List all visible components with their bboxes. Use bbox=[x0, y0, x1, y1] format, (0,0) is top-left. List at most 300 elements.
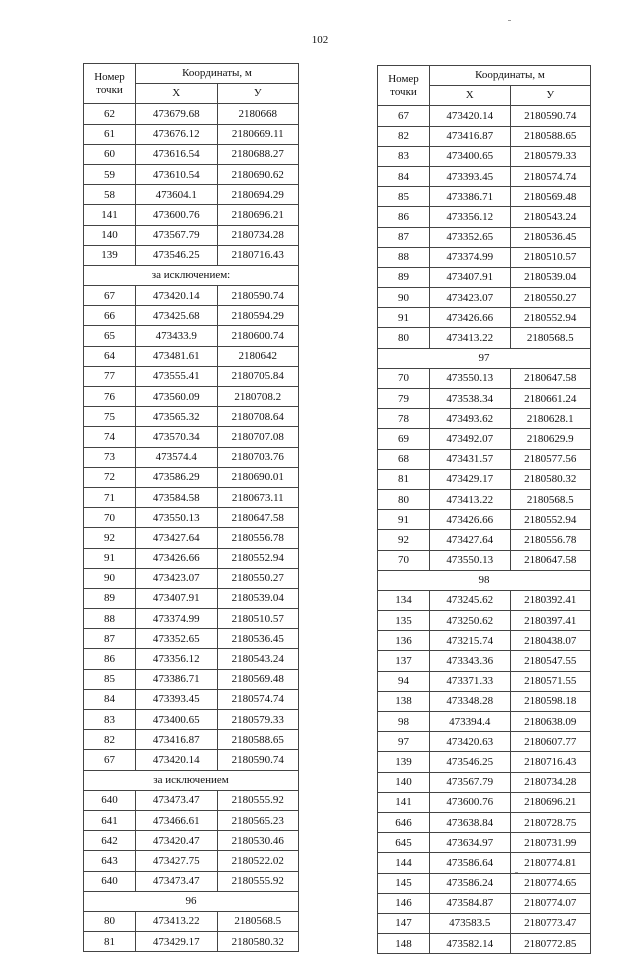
y-coordinate-cell: 2180728.75 bbox=[510, 812, 591, 832]
table-row bbox=[378, 247, 591, 267]
x-coordinate-cell: 473356.12 bbox=[136, 649, 218, 669]
y-coordinate-cell: 2180734.28 bbox=[217, 225, 299, 245]
table-row bbox=[84, 366, 299, 386]
table-body bbox=[84, 104, 299, 952]
x-coordinate-cell: 473492.07 bbox=[430, 429, 511, 449]
table-row bbox=[378, 409, 591, 429]
y-coordinate-cell: 2180536.45 bbox=[510, 227, 591, 247]
x-coordinate-cell: 473423.07 bbox=[430, 288, 511, 308]
x-coordinate-cell: 473567.79 bbox=[430, 772, 511, 792]
x-coordinate-cell: 473427.75 bbox=[136, 851, 218, 871]
table-row bbox=[378, 368, 591, 388]
x-coordinate-cell: 473425.68 bbox=[136, 306, 218, 326]
table-row bbox=[84, 851, 299, 871]
table-row bbox=[84, 932, 299, 952]
point-number-cell: 91 bbox=[378, 510, 430, 530]
x-coordinate-cell: 473546.25 bbox=[136, 245, 218, 265]
y-coordinate-cell: 2180774.07 bbox=[510, 893, 591, 913]
table-row bbox=[84, 487, 299, 507]
y-coordinate-cell: 2180590.74 bbox=[217, 750, 299, 770]
table-row bbox=[378, 934, 591, 954]
x-coordinate-cell: 473550.13 bbox=[136, 508, 218, 528]
table-row bbox=[378, 893, 591, 913]
point-number-cell: 643 bbox=[84, 851, 136, 871]
x-coordinate-cell: 473393.45 bbox=[136, 689, 218, 709]
point-number-cell: 138 bbox=[378, 691, 430, 711]
table-row bbox=[84, 387, 299, 407]
point-number-cell: 140 bbox=[84, 225, 136, 245]
y-coordinate-cell: 2180705.84 bbox=[217, 366, 299, 386]
x-coordinate-cell: 473431.57 bbox=[430, 449, 511, 469]
y-coordinate-cell: 2180580.32 bbox=[217, 932, 299, 952]
x-coordinate-cell: 473356.12 bbox=[430, 207, 511, 227]
y-coordinate-cell: 2180543.24 bbox=[510, 207, 591, 227]
table-row bbox=[84, 629, 299, 649]
table-row bbox=[84, 750, 299, 770]
table-row bbox=[378, 126, 591, 146]
point-number-cell: 69 bbox=[378, 429, 430, 449]
point-number-cell: 83 bbox=[84, 710, 136, 730]
table-row bbox=[378, 853, 591, 873]
table-row bbox=[84, 911, 299, 931]
x-coordinate-cell: 473600.76 bbox=[430, 792, 511, 812]
table-row bbox=[378, 712, 591, 732]
y-coordinate-cell: 2180556.78 bbox=[217, 528, 299, 548]
y-column-header: У bbox=[217, 84, 299, 104]
y-coordinate-cell: 2180696.21 bbox=[510, 792, 591, 812]
point-number-cell: 80 bbox=[84, 911, 136, 931]
x-coordinate-cell: 473426.66 bbox=[430, 510, 511, 530]
x-coordinate-cell: 473407.91 bbox=[430, 267, 511, 287]
point-number-cell: 91 bbox=[84, 548, 136, 568]
point-number-cell: 71 bbox=[84, 487, 136, 507]
point-number-cell: 88 bbox=[84, 609, 136, 629]
y-coordinate-cell: 2180555.92 bbox=[217, 790, 299, 810]
x-coordinate-cell: 473352.65 bbox=[136, 629, 218, 649]
table-row bbox=[378, 651, 591, 671]
point-number-cell: 67 bbox=[378, 106, 430, 126]
table-row bbox=[84, 144, 299, 164]
table-row bbox=[84, 286, 299, 306]
table-row bbox=[84, 447, 299, 467]
section-row bbox=[84, 891, 299, 911]
point-number-cell: 91 bbox=[378, 308, 430, 328]
y-coordinate-cell: 2180568.5 bbox=[510, 489, 591, 509]
table-row bbox=[378, 106, 591, 126]
x-coordinate-cell: 473393.45 bbox=[430, 166, 511, 186]
table-row bbox=[378, 812, 591, 832]
table-row bbox=[378, 691, 591, 711]
table-row bbox=[378, 469, 591, 489]
y-coordinate-cell: 2180696.21 bbox=[217, 205, 299, 225]
table-row bbox=[378, 913, 591, 933]
point-number-cell: 77 bbox=[84, 366, 136, 386]
x-coordinate-cell: 473427.64 bbox=[430, 530, 511, 550]
y-coordinate-cell: 2180565.23 bbox=[217, 810, 299, 830]
y-coordinate-cell: 2180590.74 bbox=[217, 286, 299, 306]
point-number-cell: 86 bbox=[84, 649, 136, 669]
table-row bbox=[378, 308, 591, 328]
x-coordinate-cell: 473407.91 bbox=[136, 588, 218, 608]
y-coordinate-cell: 2180579.33 bbox=[510, 146, 591, 166]
table-row bbox=[378, 611, 591, 631]
section-row bbox=[84, 265, 299, 285]
table-row bbox=[84, 185, 299, 205]
point-number-cell: 66 bbox=[84, 306, 136, 326]
x-coordinate-cell: 473348.28 bbox=[430, 691, 511, 711]
x-coordinate-cell: 473215.74 bbox=[430, 631, 511, 651]
x-coordinate-cell: 473429.17 bbox=[430, 469, 511, 489]
x-coordinate-cell: 473634.97 bbox=[430, 833, 511, 853]
x-coordinate-cell: 473586.24 bbox=[430, 873, 511, 893]
point-number-cell: 73 bbox=[84, 447, 136, 467]
point-number-cell: 72 bbox=[84, 467, 136, 487]
point-number-cell: 97 bbox=[378, 732, 430, 752]
x-coordinate-cell: 473250.62 bbox=[430, 611, 511, 631]
y-coordinate-cell: 2180647.58 bbox=[217, 508, 299, 528]
scan-mark bbox=[515, 872, 518, 873]
point-number-cell: 640 bbox=[84, 790, 136, 810]
y-coordinate-cell: 2180550.27 bbox=[510, 288, 591, 308]
table-row bbox=[378, 328, 591, 348]
y-coordinate-cell: 2180552.94 bbox=[510, 510, 591, 530]
x-coordinate-cell: 473560.09 bbox=[136, 387, 218, 407]
point-number-cell: 59 bbox=[84, 164, 136, 184]
y-coordinate-cell: 2180716.43 bbox=[510, 752, 591, 772]
x-coordinate-cell: 473400.65 bbox=[136, 710, 218, 730]
point-number-cell: 82 bbox=[84, 730, 136, 750]
y-coordinate-cell: 2180598.18 bbox=[510, 691, 591, 711]
point-number-cell: 148 bbox=[378, 934, 430, 954]
table-row bbox=[84, 205, 299, 225]
x-coordinate-cell: 473413.22 bbox=[430, 328, 511, 348]
y-coordinate-cell: 2180574.74 bbox=[510, 166, 591, 186]
point-number-cell: 68 bbox=[378, 449, 430, 469]
y-coordinate-cell: 2180438.07 bbox=[510, 631, 591, 651]
table-row bbox=[378, 389, 591, 409]
point-number-cell: 86 bbox=[378, 207, 430, 227]
y-coordinate-cell: 2180773.47 bbox=[510, 913, 591, 933]
table-row bbox=[378, 833, 591, 853]
table-row bbox=[84, 649, 299, 669]
x-coordinate-cell: 473638.84 bbox=[430, 812, 511, 832]
x-coordinate-cell: 473245.62 bbox=[430, 590, 511, 610]
table-row bbox=[84, 710, 299, 730]
x-coordinate-cell: 473586.64 bbox=[430, 853, 511, 873]
table-row bbox=[84, 346, 299, 366]
y-coordinate-cell: 2180694.29 bbox=[217, 185, 299, 205]
y-coordinate-cell: 2180579.33 bbox=[217, 710, 299, 730]
y-coordinate-cell: 2180716.43 bbox=[217, 245, 299, 265]
y-coordinate-cell: 2180629.9 bbox=[510, 429, 591, 449]
y-coordinate-cell: 2180703.76 bbox=[217, 447, 299, 467]
point-number-cell: 67 bbox=[84, 750, 136, 770]
y-coordinate-cell: 2180571.55 bbox=[510, 671, 591, 691]
y-coordinate-cell: 2180594.29 bbox=[217, 306, 299, 326]
point-number-header-line1: Номер bbox=[388, 72, 419, 85]
x-coordinate-cell: 473574.4 bbox=[136, 447, 218, 467]
point-number-cell: 134 bbox=[378, 590, 430, 610]
point-number-cell: 64 bbox=[84, 346, 136, 366]
table-row bbox=[378, 146, 591, 166]
table-row bbox=[378, 752, 591, 772]
y-coordinate-cell: 2180661.24 bbox=[510, 389, 591, 409]
point-number-cell: 85 bbox=[378, 187, 430, 207]
x-coordinate-cell: 473466.61 bbox=[136, 810, 218, 830]
x-coordinate-cell: 473546.25 bbox=[430, 752, 511, 772]
table-row bbox=[378, 166, 591, 186]
point-number-cell: 82 bbox=[378, 126, 430, 146]
table-header bbox=[84, 64, 299, 104]
table-row bbox=[84, 730, 299, 750]
x-coordinate-cell: 473570.34 bbox=[136, 427, 218, 447]
y-coordinate-cell: 2180580.32 bbox=[510, 469, 591, 489]
y-coordinate-cell: 2180642 bbox=[217, 346, 299, 366]
x-coordinate-cell: 473343.36 bbox=[430, 651, 511, 671]
x-coordinate-cell: 473433.9 bbox=[136, 326, 218, 346]
x-coordinate-cell: 473416.87 bbox=[136, 730, 218, 750]
y-coordinate-cell: 2180588.65 bbox=[217, 730, 299, 750]
y-coordinate-cell: 2180690.62 bbox=[217, 164, 299, 184]
x-coordinate-cell: 473416.87 bbox=[430, 126, 511, 146]
x-column-header: X bbox=[136, 84, 218, 104]
x-coordinate-cell: 473567.79 bbox=[136, 225, 218, 245]
section-row bbox=[84, 770, 299, 790]
y-coordinate-cell: 2180707.08 bbox=[217, 427, 299, 447]
y-coordinate-cell: 2180774.65 bbox=[510, 873, 591, 893]
y-coordinate-cell: 2180628.1 bbox=[510, 409, 591, 429]
section-label: 96 bbox=[84, 891, 299, 911]
table-row bbox=[84, 810, 299, 830]
x-coordinate-cell: 473610.54 bbox=[136, 164, 218, 184]
table-row bbox=[84, 164, 299, 184]
point-number-cell: 58 bbox=[84, 185, 136, 205]
page-number: 102 bbox=[311, 34, 329, 46]
x-coordinate-cell: 473394.4 bbox=[430, 712, 511, 732]
point-number-cell: 144 bbox=[378, 853, 430, 873]
y-coordinate-cell: 2180590.74 bbox=[510, 106, 591, 126]
table-row bbox=[84, 831, 299, 851]
x-coordinate-cell: 473420.14 bbox=[136, 286, 218, 306]
y-coordinate-cell: 2180690.01 bbox=[217, 467, 299, 487]
point-number-cell: 641 bbox=[84, 810, 136, 830]
table-row bbox=[378, 489, 591, 509]
table-row bbox=[84, 245, 299, 265]
point-number-cell: 645 bbox=[378, 833, 430, 853]
point-number-cell: 80 bbox=[378, 328, 430, 348]
y-coordinate-cell: 2180522.02 bbox=[217, 851, 299, 871]
table-row bbox=[378, 550, 591, 570]
y-coordinate-cell: 2180552.94 bbox=[217, 548, 299, 568]
point-number-cell: 135 bbox=[378, 611, 430, 631]
table-row bbox=[84, 467, 299, 487]
table-row bbox=[378, 792, 591, 812]
y-coordinate-cell: 2180607.77 bbox=[510, 732, 591, 752]
table-row bbox=[378, 187, 591, 207]
table-row bbox=[378, 772, 591, 792]
table-row bbox=[378, 267, 591, 287]
y-coordinate-cell: 2180588.65 bbox=[510, 126, 591, 146]
x-coordinate-cell: 473583.5 bbox=[430, 913, 511, 933]
table-row bbox=[378, 207, 591, 227]
x-coordinate-cell: 473420.14 bbox=[136, 750, 218, 770]
point-number-cell: 88 bbox=[378, 247, 430, 267]
point-number-cell: 84 bbox=[378, 166, 430, 186]
table-body bbox=[378, 106, 591, 954]
x-coordinate-cell: 473550.13 bbox=[430, 368, 511, 388]
point-number-cell: 90 bbox=[84, 568, 136, 588]
point-number-cell: 640 bbox=[84, 871, 136, 891]
y-coordinate-cell: 2180731.99 bbox=[510, 833, 591, 853]
section-label: 97 bbox=[378, 348, 591, 368]
point-number-cell: 87 bbox=[84, 629, 136, 649]
x-coordinate-cell: 473600.76 bbox=[136, 205, 218, 225]
table-row bbox=[378, 732, 591, 752]
section-label: 98 bbox=[378, 570, 591, 590]
section-row bbox=[378, 570, 591, 590]
table-row bbox=[84, 871, 299, 891]
x-coordinate-cell: 473584.87 bbox=[430, 893, 511, 913]
point-number-header-line2: точки bbox=[390, 85, 417, 98]
x-coordinate-cell: 473493.62 bbox=[430, 409, 511, 429]
y-coordinate-cell: 2180392.41 bbox=[510, 590, 591, 610]
table-row bbox=[378, 449, 591, 469]
y-coordinate-cell: 2180647.58 bbox=[510, 550, 591, 570]
point-number-cell: 90 bbox=[378, 288, 430, 308]
point-number-cell: 139 bbox=[378, 752, 430, 772]
point-number-cell: 70 bbox=[378, 550, 430, 570]
point-number-cell: 65 bbox=[84, 326, 136, 346]
x-coordinate-cell: 473423.07 bbox=[136, 568, 218, 588]
x-coordinate-cell: 473426.66 bbox=[430, 308, 511, 328]
y-coordinate-cell: 2180669.11 bbox=[217, 124, 299, 144]
coordinates-table-right bbox=[377, 65, 591, 954]
x-coordinate-cell: 473565.32 bbox=[136, 407, 218, 427]
x-coordinate-cell: 473582.14 bbox=[430, 934, 511, 954]
table-row bbox=[84, 790, 299, 810]
coordinates-header: Координаты, м bbox=[430, 66, 591, 86]
x-coordinate-cell: 473374.99 bbox=[430, 247, 511, 267]
point-number-cell: 81 bbox=[378, 469, 430, 489]
y-coordinate-cell: 2180550.27 bbox=[217, 568, 299, 588]
x-coordinate-cell: 473371.33 bbox=[430, 671, 511, 691]
x-coordinate-cell: 473550.13 bbox=[430, 550, 511, 570]
point-number-header-line2: точки bbox=[96, 83, 123, 96]
point-number-header bbox=[378, 66, 430, 106]
point-number-cell: 147 bbox=[378, 913, 430, 933]
x-coordinate-cell: 473676.12 bbox=[136, 124, 218, 144]
point-number-cell: 62 bbox=[84, 104, 136, 124]
x-coordinate-cell: 473481.61 bbox=[136, 346, 218, 366]
x-coordinate-cell: 473426.66 bbox=[136, 548, 218, 568]
x-coordinate-cell: 473538.34 bbox=[430, 389, 511, 409]
x-column-header: X bbox=[430, 86, 511, 106]
x-coordinate-cell: 473352.65 bbox=[430, 227, 511, 247]
y-coordinate-cell: 2180543.24 bbox=[217, 649, 299, 669]
table-row bbox=[84, 124, 299, 144]
y-coordinate-cell: 2180552.94 bbox=[510, 308, 591, 328]
table-row bbox=[84, 427, 299, 447]
y-coordinate-cell: 2180539.04 bbox=[217, 588, 299, 608]
point-number-cell: 78 bbox=[378, 409, 430, 429]
y-coordinate-cell: 2180708.64 bbox=[217, 407, 299, 427]
x-coordinate-cell: 473420.47 bbox=[136, 831, 218, 851]
table-row bbox=[84, 225, 299, 245]
y-coordinate-cell: 2180539.04 bbox=[510, 267, 591, 287]
y-coordinate-cell: 2180708.2 bbox=[217, 387, 299, 407]
x-coordinate-cell: 473604.1 bbox=[136, 185, 218, 205]
point-number-cell: 83 bbox=[378, 146, 430, 166]
x-coordinate-cell: 473584.58 bbox=[136, 487, 218, 507]
point-number-cell: 70 bbox=[84, 508, 136, 528]
y-column-header: У bbox=[510, 86, 591, 106]
y-coordinate-cell: 2180574.74 bbox=[217, 689, 299, 709]
y-coordinate-cell: 2180673.11 bbox=[217, 487, 299, 507]
y-coordinate-cell: 2180647.58 bbox=[510, 368, 591, 388]
table-header bbox=[378, 66, 591, 106]
x-coordinate-cell: 473420.14 bbox=[430, 106, 511, 126]
section-label: за исключением: bbox=[84, 265, 299, 285]
coordinates-header: Координаты, м bbox=[136, 64, 299, 84]
section-row bbox=[378, 348, 591, 368]
table-row bbox=[378, 873, 591, 893]
point-number-cell: 646 bbox=[378, 812, 430, 832]
x-coordinate-cell: 473374.99 bbox=[136, 609, 218, 629]
point-number-header-line1: Номер bbox=[94, 70, 125, 83]
table-row bbox=[84, 528, 299, 548]
y-coordinate-cell: 2180577.56 bbox=[510, 449, 591, 469]
table-row bbox=[84, 326, 299, 346]
y-coordinate-cell: 2180569.48 bbox=[510, 187, 591, 207]
point-number-cell: 89 bbox=[84, 588, 136, 608]
coordinates-table-left bbox=[83, 63, 299, 952]
y-coordinate-cell: 2180774.81 bbox=[510, 853, 591, 873]
point-number-cell: 146 bbox=[378, 893, 430, 913]
table-row bbox=[84, 568, 299, 588]
point-number-cell: 141 bbox=[84, 205, 136, 225]
point-number-cell: 70 bbox=[378, 368, 430, 388]
point-number-cell: 98 bbox=[378, 712, 430, 732]
point-number-cell: 80 bbox=[378, 489, 430, 509]
point-number-cell: 85 bbox=[84, 669, 136, 689]
x-coordinate-cell: 473386.71 bbox=[430, 187, 511, 207]
table-row bbox=[84, 508, 299, 528]
point-number-cell: 75 bbox=[84, 407, 136, 427]
table-row bbox=[378, 530, 591, 550]
point-number-cell: 89 bbox=[378, 267, 430, 287]
point-number-cell: 74 bbox=[84, 427, 136, 447]
point-number-cell: 136 bbox=[378, 631, 430, 651]
x-coordinate-cell: 473413.22 bbox=[136, 911, 218, 931]
point-number-cell: 140 bbox=[378, 772, 430, 792]
table-row bbox=[378, 227, 591, 247]
x-coordinate-cell: 473586.29 bbox=[136, 467, 218, 487]
point-number-cell: 81 bbox=[84, 932, 136, 952]
y-coordinate-cell: 2180555.92 bbox=[217, 871, 299, 891]
point-number-cell: 642 bbox=[84, 831, 136, 851]
point-number-cell: 139 bbox=[84, 245, 136, 265]
table-row bbox=[84, 669, 299, 689]
point-number-cell: 79 bbox=[378, 389, 430, 409]
x-coordinate-cell: 473679.68 bbox=[136, 104, 218, 124]
point-number-cell: 87 bbox=[378, 227, 430, 247]
y-coordinate-cell: 2180556.78 bbox=[510, 530, 591, 550]
table-row bbox=[378, 671, 591, 691]
x-coordinate-cell: 473555.41 bbox=[136, 366, 218, 386]
table-row bbox=[84, 104, 299, 124]
point-number-cell: 61 bbox=[84, 124, 136, 144]
table-row bbox=[378, 288, 591, 308]
